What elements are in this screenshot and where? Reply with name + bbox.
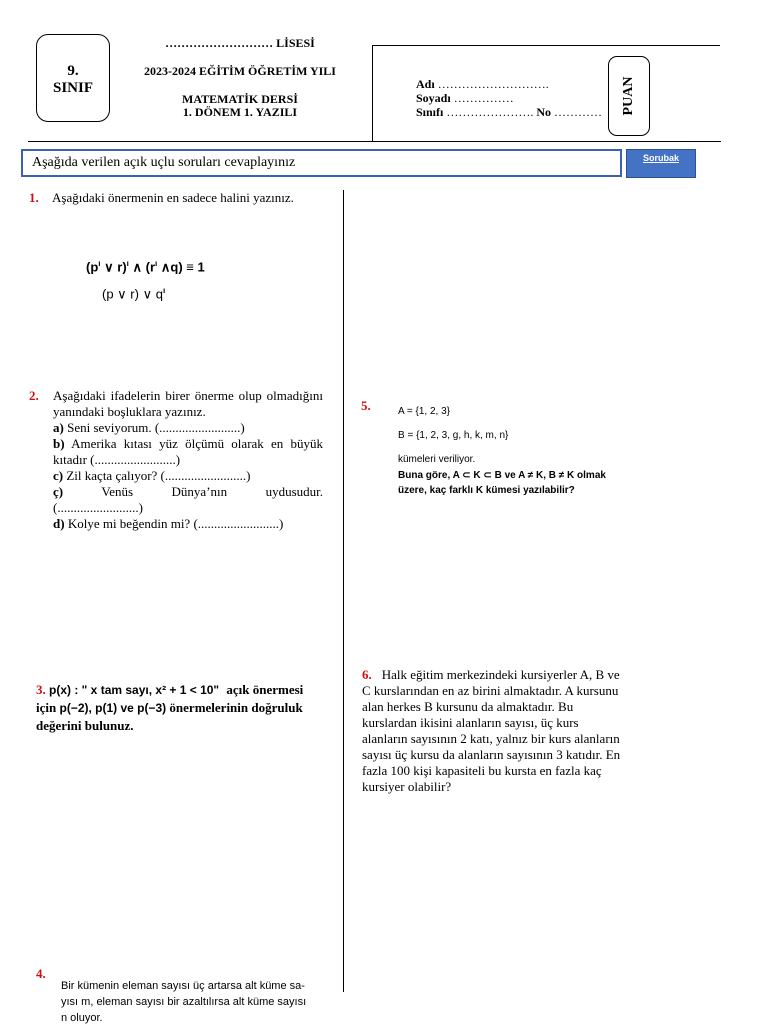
q4-line3: n oluyor. [61, 1012, 103, 1024]
instruction-bar: Aşağıda verilen açık uçlu soruları cevaplayınız [21, 149, 622, 177]
grade-box [36, 34, 110, 122]
q4-line1: Bir kümenin eleman sayısı üç artarsa alt küme sa- [61, 980, 305, 992]
q4-number: 4. [36, 966, 46, 981]
q2-item-c: c) Zil kaçta çalıyor? (.........................) [53, 468, 251, 483]
academic-year: 2023-2024 EĞİTİM ÖĞRETİM YILI [144, 64, 336, 78]
q2-item-c-cedilla: ç) Venüs Dünya’nın uydusudur. (.........................) [53, 484, 324, 515]
q1-answer-formula: (p ∨ r) ∨ $q^ı$ [102, 286, 166, 302]
q1-formula: ($p^ı$ ∨ r)$^ı$ ∧ ($r^ı$ ∧q) ≡ 1 [86, 259, 205, 275]
q5-ask-line1: Buna göre, A ⊂ K ⊂ B ve A ≠ K, B ≠ K olmak [398, 470, 606, 481]
q3-text2-suffix: önermelerinin doğruluk [169, 700, 303, 715]
question-6: 6. Halk eğitim merkezindeki kursiyerler A, B ve C kurslarından en az birini almaktadır. A kursunu alan herkes B kursunu da almaktadır. Bu kurslardan ikisini alanların sayısı, üç kurs alanların sayısının 2 katı, yalnız bir kurs alanların sayısı üç kursu da alanların sayısının 3 katıdır. En fazla 100 kişi kapasiteli bu kursta en fazla kaç kursiyer olabilir? [362, 667, 621, 794]
surname-field[interactable] [416, 91, 514, 105]
name-dots: ………………………. [437, 77, 549, 91]
class-label: Sınıfı [416, 105, 444, 119]
q2-number: 2. [29, 388, 39, 403]
no-label: No [536, 105, 552, 119]
q3-text3: değerini bulunuz. [36, 718, 134, 733]
sorubak-link[interactable]: Sorubak [626, 149, 696, 178]
q5-ask-line2: üzere, kaç farklı K kümesi yazılabilir? [398, 485, 575, 496]
q5-given: kümeleri veriliyor. [398, 454, 476, 465]
q3-formula2: p(−2), p(1) ve p(−3) [59, 701, 167, 715]
q5-ask [398, 468, 606, 498]
q6-number: 6. [362, 667, 372, 682]
surname-label: Soyadı [416, 91, 451, 105]
grade-label: SINIF [52, 80, 93, 96]
question-1 [29, 190, 329, 206]
course-name: MATEMATİK DERSİ [182, 92, 298, 106]
q3-text1: açık önermesi [226, 682, 304, 697]
exam-title: 1. DÖNEM 1. YAZILI [182, 105, 298, 119]
class-dots: …………………. [446, 105, 534, 119]
q2-item-b: b) Amerika kıtası yüz ölçümü olarak en büyük kıtadır (.........................) [53, 436, 323, 467]
name-label: Adı [416, 77, 435, 91]
question-5 [398, 400, 508, 472]
question-4 [61, 978, 331, 1026]
school-name: ……………………… LİSESİ [165, 36, 315, 50]
q3-number: 3. [36, 682, 46, 697]
question-3 [36, 681, 336, 735]
name-field[interactable] [416, 77, 549, 91]
q5-set-b: B = {1, 2, 3, g, h, k, m, n} [398, 430, 509, 441]
header-top-rule [372, 45, 720, 46]
q1-text: Aşağıdaki önermenin en sadece halini yazınız. [52, 190, 294, 205]
score-box [608, 56, 650, 136]
q2-item-d: d) Kolye mi beğendin mi? (.........................) [53, 516, 284, 531]
q5-set-a: A = {1, 2, 3} [398, 406, 450, 417]
q5-number: 5. [361, 398, 371, 413]
q2-text: Aşağıdaki ifadelerin birer önerme olup olmadığını yanındaki boşluklara yazınız. [53, 388, 323, 419]
q3-text2-prefix: için [36, 700, 57, 715]
q1-number: 1. [29, 190, 39, 205]
header-divider [372, 45, 373, 142]
class-field[interactable] [416, 105, 606, 119]
q4-line2: yısı m, eleman sayısı bir azaltılırsa alt küme sayısı [61, 996, 307, 1008]
header-bottom-rule [28, 141, 721, 142]
q2-item-a: a) Seni seviyorum. (.........................) [53, 420, 245, 435]
score-label: PUAN [621, 76, 636, 116]
q3-formula: p(x) : " x tam sayı, x² + 1 < 10" [49, 683, 220, 697]
question-2 [29, 388, 323, 532]
surname-dots: …………… [453, 91, 514, 105]
grade-number: 9. [67, 63, 79, 79]
no-dots: ………… [554, 105, 603, 119]
column-divider [343, 190, 344, 992]
